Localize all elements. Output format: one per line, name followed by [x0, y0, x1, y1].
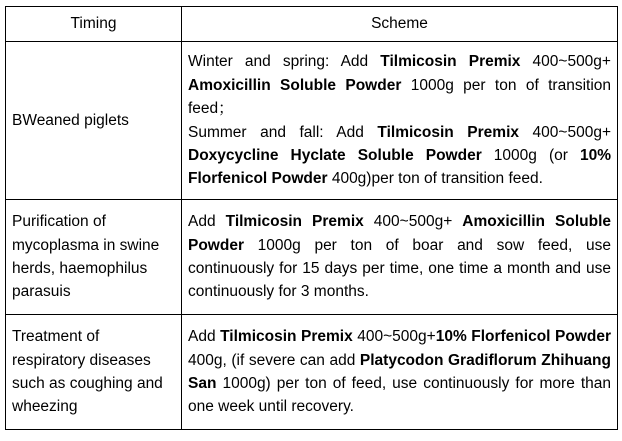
scheme-text: 1000g per ton of transition feed； — [188, 76, 611, 118]
product-name: Amoxicillin Soluble Powder — [188, 76, 402, 94]
scheme-text: 400g)per ton of transition feed. — [327, 170, 543, 188]
product-name: Amoxicillin Soluble Powder — [188, 213, 612, 254]
product-name: Tilmicosin Premix — [380, 53, 521, 71]
table-row — [6, 315, 618, 430]
scheme-cell — [182, 200, 618, 315]
table-row — [6, 42, 618, 200]
table-row — [6, 200, 618, 315]
product-name: Platycodon Gradiflorum Zhihuang San — [188, 351, 611, 392]
timing-cell: Treatment of respiratory diseases such as coughing and wheezing — [6, 315, 182, 430]
scheme-text: Winter and spring: Add — [188, 53, 381, 71]
scheme-text: 1000g) per ton of feed, use continuously for more than one week until recovery. — [188, 375, 611, 416]
scheme-text: Add — [188, 328, 221, 346]
product-name: 10% Florfenicol Powder — [435, 328, 611, 346]
timing-header: Timing — [6, 7, 182, 42]
scheme-text: 400~500g+ — [363, 213, 463, 231]
scheme-text: 400~500g+ — [352, 328, 436, 346]
scheme-text: Add — [188, 213, 226, 231]
product-name: Doxycycline Hyclate Soluble Powder — [188, 146, 482, 164]
scheme-paragraph — [188, 325, 611, 419]
scheme-text: 1000g (or — [481, 146, 580, 164]
scheme-paragraph — [188, 121, 611, 191]
scheme-text: 400g, (if severe can add — [188, 351, 360, 369]
product-name: Tilmicosin Premix — [225, 213, 364, 231]
product-name: 10% Florfenicol Powder — [188, 146, 611, 188]
product-name: Tilmicosin Premix — [377, 123, 520, 141]
scheme-cell — [182, 315, 618, 430]
scheme-table — [5, 6, 618, 430]
product-name: Tilmicosin Premix — [220, 328, 353, 346]
scheme-cell — [182, 42, 618, 200]
timing-cell: Purification of mycoplasma in swine herds, haemophilus parasuis — [6, 200, 182, 315]
scheme-paragraph — [188, 50, 611, 120]
scheme-text: 400~500g+ — [520, 53, 611, 71]
header-row — [6, 7, 618, 42]
scheme-text: Summer and fall: Add — [188, 123, 378, 141]
scheme-text: 1000g per ton of boar and sow feed, use continuously for 15 days per time, one time a month and use continuously for 3 months. — [188, 236, 611, 301]
scheme-paragraph — [188, 210, 611, 304]
scheme-header: Scheme — [182, 7, 618, 42]
scheme-text: 400~500g+ — [519, 123, 611, 141]
timing-cell: BWeaned piglets — [6, 42, 182, 200]
